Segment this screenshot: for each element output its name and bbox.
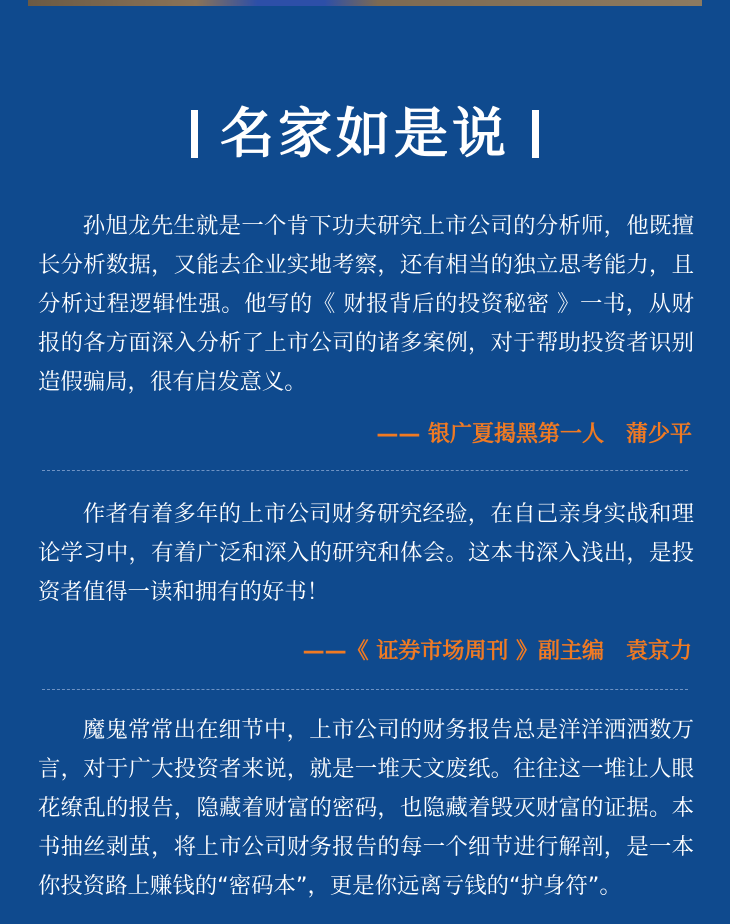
quote-1-attribution: —— 银广夏揭黑第一人 蒲少平 bbox=[376, 422, 692, 447]
divider bbox=[42, 689, 688, 690]
quote-2-attribution: ——《 证券市场周刊 》副主编 袁京力 bbox=[302, 639, 692, 664]
quote-2-text: 作者有着多年的上市公司财务研究经验，在自己亲身实战和理论学习中，有着广泛和深入的研究和体会。这本书深入浅出，是投资者值得一读和拥有的好书！ bbox=[38, 501, 694, 605]
quote-1-text: 孙旭龙先生就是一个肯下功夫研究上市公司的分析师，他既擅长分析数据，又能去企业实地考察，还有相当的独立思考能力，且分析过程逻辑性强。他写的《 财报背后的投资秘密 》一书，从财报的各方面深入分析了上市公司的诸多案例，对于帮助投资者识别造假骗局，很有启发意义。 bbox=[38, 213, 694, 395]
heading-bar-right bbox=[532, 110, 539, 158]
section-heading bbox=[0, 102, 730, 166]
heading-bar-left bbox=[191, 110, 198, 158]
divider bbox=[42, 470, 688, 471]
top-image-strip bbox=[28, 0, 702, 6]
quote-3-text: 魔鬼常常出在细节中，上市公司的财务报告总是洋洋洒洒数万言，对于广大投资者来说，就是一堆天文废纸。往往这一堆让人眼花缭乱的报告，隐藏着财富的密码，也隐藏着毁灭财富的证据。本书抽丝剥茧，将上市公司财务报告的每一个细节进行解剖，是一本你投资路上赚钱的“密码本”，更是你远离亏钱的“护身符”。 bbox=[38, 717, 694, 899]
page-title: 名家如是说 bbox=[220, 102, 510, 165]
